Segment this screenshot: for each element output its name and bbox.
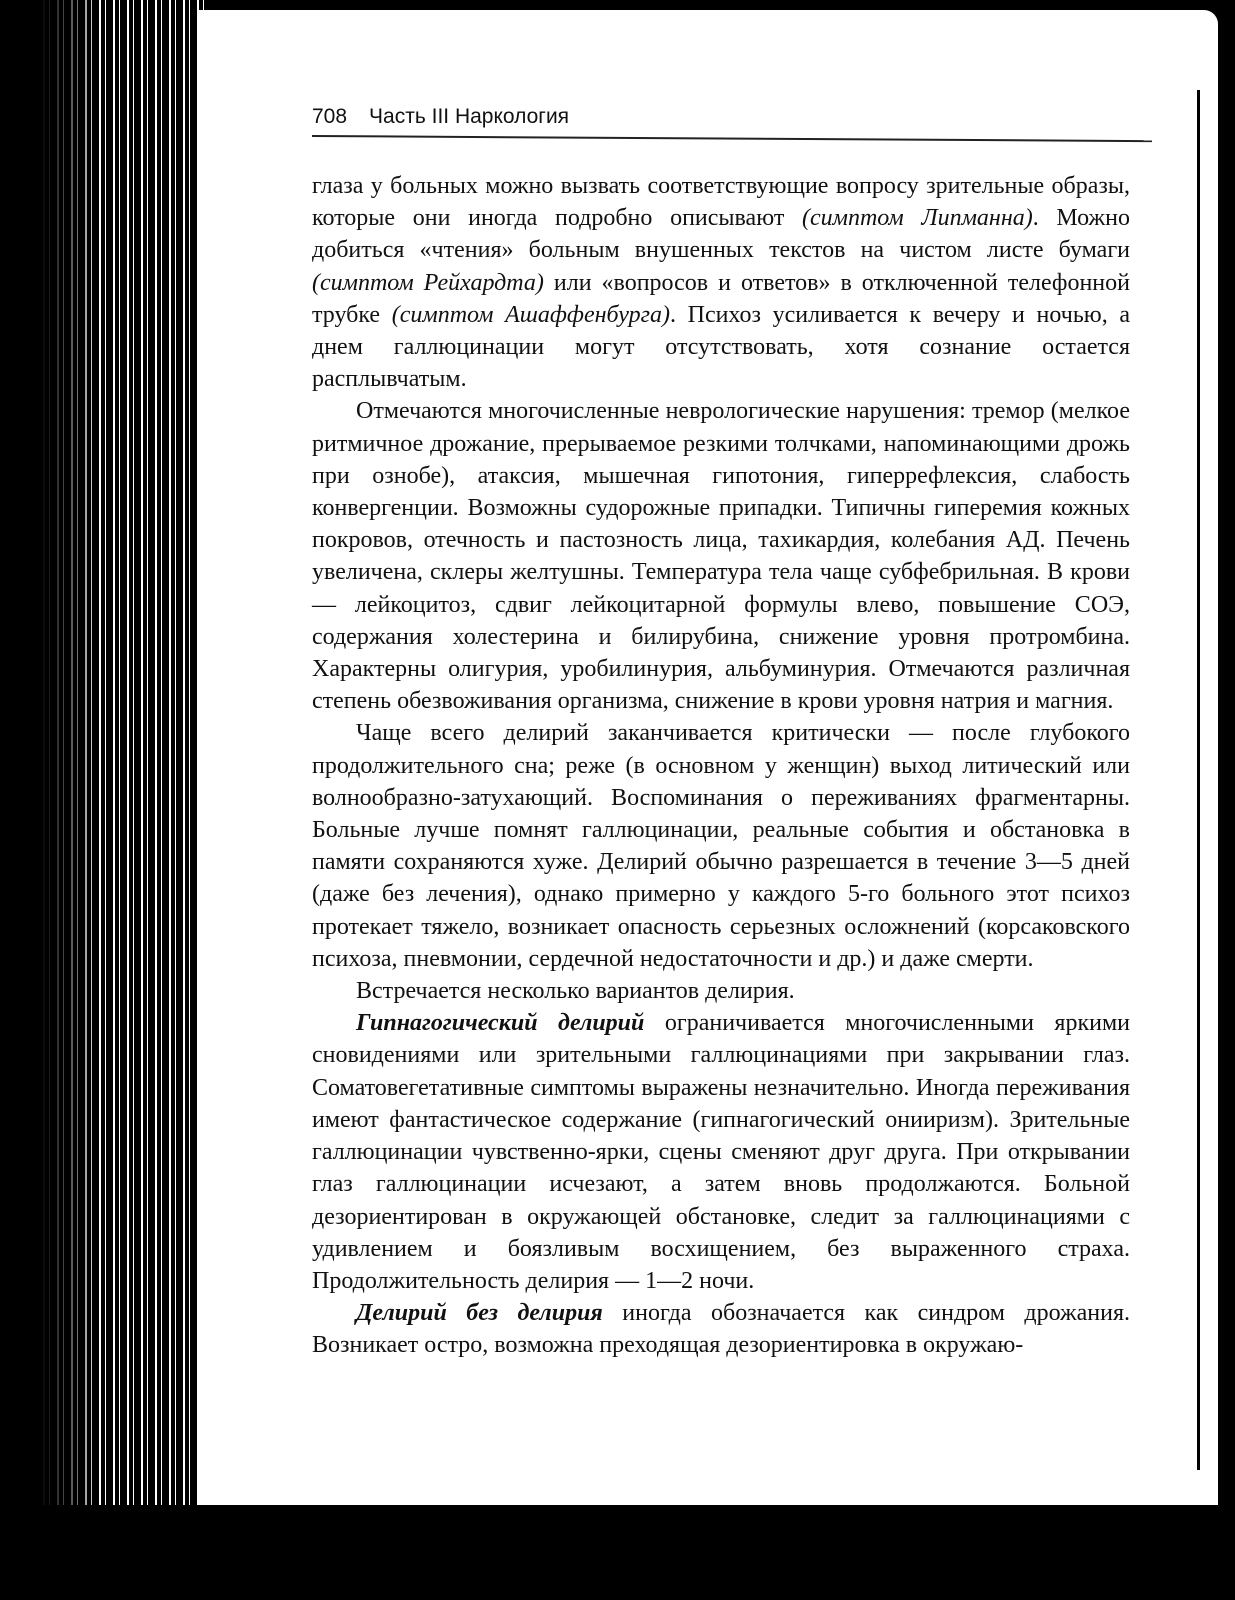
book-page bbox=[198, 10, 1218, 1505]
paragraph-1 bbox=[312, 170, 1130, 395]
running-header bbox=[312, 105, 1162, 129]
page-number: 708 bbox=[312, 105, 348, 128]
paragraph-1-text-a: глаза у больных можно вызвать соответствующие вопросу зрительные образы, которые они иногда подробно описывают bbox=[312, 173, 1130, 232]
paragraph-5-text: ограничивается многочисленными яркими сновидениями или зрительными галлюцинациями при закрывании глаз. Соматовегетативные симптомы выражены незначительно. Иногда переживания имеют фантастическое содержание (гипнагогический онииризм). Зрительные галлюцинации чувственно-ярки, сцены сменяют друг друга. При открывании глаз галлюцинации исчезают, а затем вновь продолжаются. Больной дезориентирован в окружающей обстановке, следит за галлюцинациями с удивлением и боязливым восхищением, без выраженного страха. Продолжительность делирия — 1—2 ночи. bbox=[312, 1010, 1130, 1294]
symptom-reichardt: (симптом Рейхардта) bbox=[312, 269, 544, 296]
paragraph-1-text-d: . Психоз усиливается к вечеру и ночью, а днем галлюцинации могут отсутствовать, хотя сознание остается расплывчатым. bbox=[312, 301, 1131, 393]
term-delirium-without-delirium: Делирий без делирия bbox=[356, 1300, 603, 1327]
page-edges-shadow bbox=[40, 0, 100, 1505]
symptom-aschaffenburg: (симптом Ашаффенбурга) bbox=[391, 301, 670, 328]
term-hypnagogic-delirium: Гипнагогический делирий bbox=[356, 1010, 645, 1037]
paragraph-6 bbox=[312, 1297, 1130, 1361]
paragraph-3: Чаще всего делирий заканчивается критически — после глубокого продолжительного сна; реже (в основном у женщин) выход литический или волнообразно-затухающий. Воспоминания о переживаниях фрагментарны. Больные лучше помнят галлюцинации, реальные события и обстановка в памяти сохраняются хуже. Делирий обычно разрешается в течение 3—5 дней (даже без лечения), однако примерно у каждого 5-го больного этот психоз протекает тяжело, возникает опасность серьезных осложнений (корсаковского психоза, пневмонии, сердечной недостаточности и др.) и даже смерти. bbox=[312, 720, 1130, 972]
page-body bbox=[312, 170, 1130, 1362]
paragraph-1-text-c: или «вопросов и ответов» в отключенной телефонной трубке bbox=[312, 269, 1130, 328]
paragraph-6-text: иногда обозначается как синдром дрожания. Возникает остро, возможна преходящая дезориентировка в окружаю- bbox=[312, 1300, 1130, 1359]
header-rule bbox=[312, 135, 1152, 142]
symptom-lipmann: (симптом Липманна) bbox=[801, 205, 1033, 232]
running-title: Часть III Наркология bbox=[369, 105, 570, 128]
paragraph-2: Отмечаются многочисленные неврологические нарушения: тремор (мелкое ритмичное дрожание, прерываемое резкими толчками, напоминающими дрожь при ознобе), атаксия, мышечная гипотония, гиперрефлексия, слабость конвергенции. Возможны судорожные припадки. Типичны гиперемия кожных покровов, отечность и пастозность лица, тахикардия, колебания АД. Печень увеличена, склеры желтушны. Температура тела чаще субфебрильная. В крови — лейкоцитоз, сдвиг лейкоцитарной формулы влево, повышение СОЭ, содержания холестерина и билирубина, снижение уровня протромбина. Характерны олигурия, уробилинурия, альбуминурия. Отмечаются различная степень обезвоживания организма, снижение в крови уровня натрия и магния. bbox=[312, 398, 1130, 715]
paragraph-1-text-b: . Можно добиться «чтения» больным внушенных текстов на чистом листе бумаги bbox=[312, 205, 1130, 264]
paragraph-5 bbox=[312, 1007, 1130, 1297]
paragraph-4: Встречается несколько вариантов делирия. bbox=[356, 978, 795, 1005]
page-right-edge bbox=[1197, 90, 1200, 1470]
